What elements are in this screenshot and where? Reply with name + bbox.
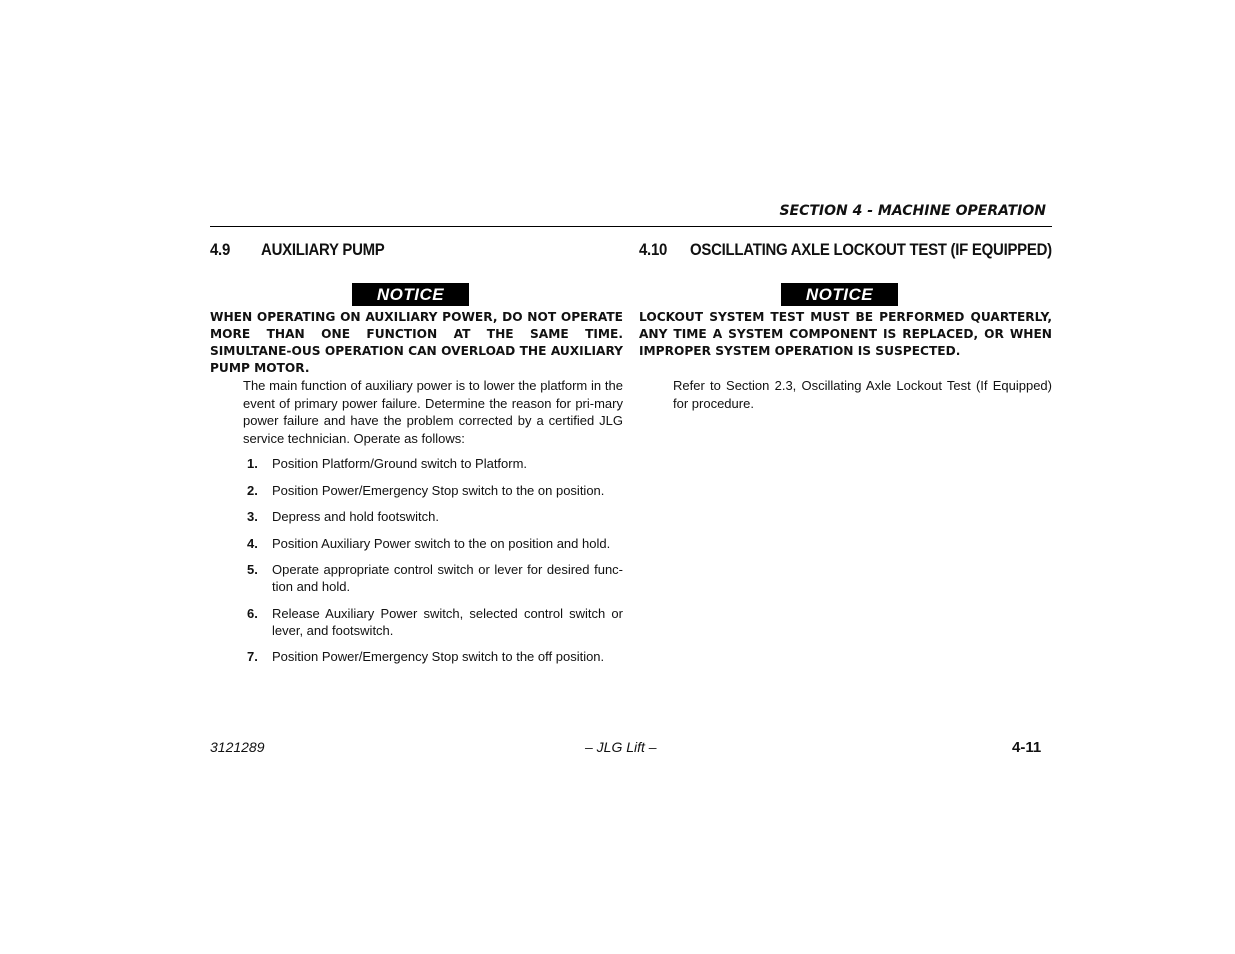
- section-header: SECTION 4 - MACHINE OPERATION: [779, 203, 1046, 219]
- notice-badge-right: NOTICE: [781, 283, 898, 306]
- heading-number: 4.10: [639, 240, 668, 259]
- notice-text-right: LOCKOUT SYSTEM TEST MUST BE PERFORMED QUARTERLY, ANY TIME A SYSTEM COMPONENT IS REPLACED, OR WHEN IMPROPER SYSTEM OPERATION IS SUSPECTED.: [639, 310, 1052, 358]
- heading-auxiliary-pump: [210, 240, 385, 260]
- list-item: 2. Position Power/Emergency Stop switch to the on position.: [247, 482, 605, 498]
- notice-badge-left: NOTICE: [352, 283, 469, 306]
- list-item: 1. Position Platform/Ground switch to Platform.: [247, 456, 528, 471]
- list-item: 3. Depress and hold footswitch.: [247, 509, 439, 524]
- list-item: 6. Release Auxiliary Power switch, selected control switch or lever, and footswitch.: [247, 605, 623, 638]
- header-rule: [210, 226, 1052, 227]
- page-number: 4-11: [1012, 739, 1042, 756]
- doc-number: 3121289: [210, 739, 265, 755]
- lockout-reference-paragraph: Refer to Section 2.3, Oscillating Axle Lockout Test (If Equipped) for procedure.: [673, 378, 1052, 411]
- list-item: 7. Position Power/Emergency Stop switch to the off position.: [247, 649, 605, 664]
- list-item: 4. Position Auxiliary Power switch to the on position and hold.: [247, 535, 611, 551]
- heading-oscillating-axle: [639, 240, 1052, 260]
- intro-paragraph: The main function of auxiliary power is to lower the platform in the event of primary power failure. Determine the reason for pri-mary power failure and have the problem corrected by a certified JLG service technician. Operate as follows:: [243, 378, 623, 446]
- list-item: 5. Operate appropriate control switch or lever for desired func-tion and hold.: [247, 562, 623, 594]
- heading-title: OSCILLATING AXLE LOCKOUT TEST (IF EQUIPPED): [690, 240, 1052, 259]
- footer-brand: – JLG Lift –: [585, 739, 657, 755]
- procedure-steps: [243, 455, 623, 675]
- heading-number: 4.9: [210, 240, 231, 259]
- heading-title: AUXILIARY PUMP: [261, 240, 385, 259]
- notice-text-left: WHEN OPERATING ON AUXILIARY POWER, DO NOT OPERATE MORE THAN ONE FUNCTION AT THE SAME TIME. SIMULTANE-OUS OPERATION CAN OVERLOAD THE AUXILIARY PUMP MOTOR.: [210, 310, 623, 375]
